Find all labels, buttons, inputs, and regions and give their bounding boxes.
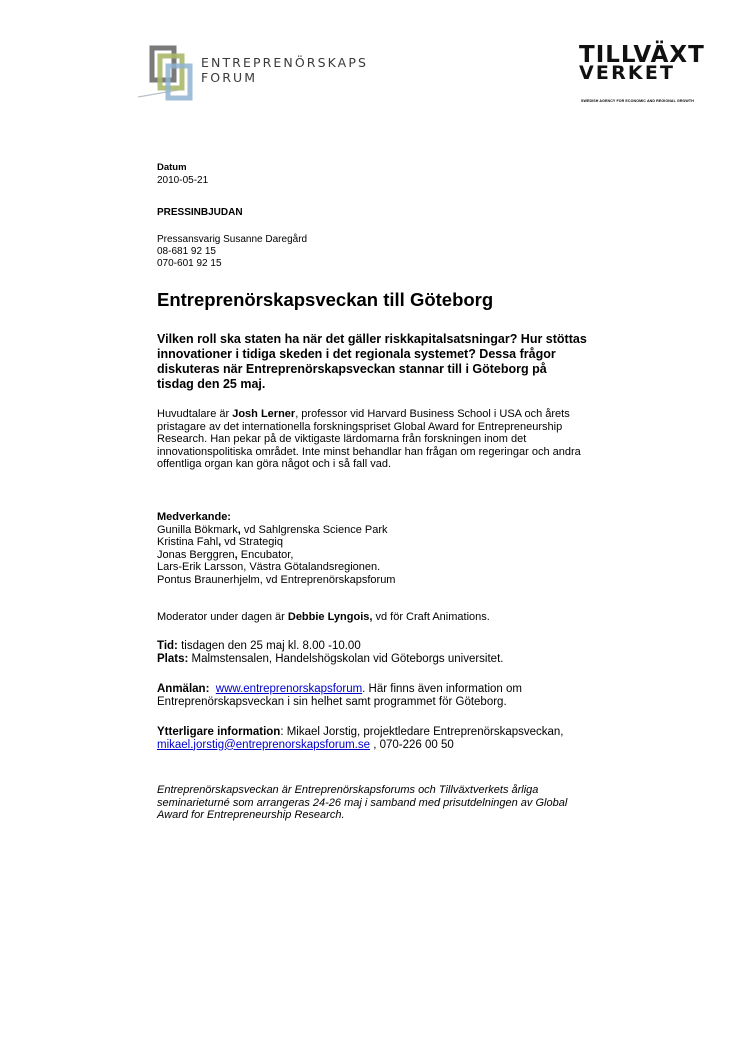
event-details: [157, 640, 503, 665]
participants-heading: Medverkande:: [157, 511, 231, 523]
page-title: Entreprenörskapsveckan till Göteborg: [157, 289, 494, 310]
intro-line: pristagare av det internationella forskningspriset Global Award for Entrepreneurship: [157, 420, 563, 433]
participants-section: [157, 511, 677, 586]
forum-mark-icon: [138, 42, 200, 110]
logo-line-1: TILLVÄXT: [579, 42, 705, 68]
press-phone-1: 08-681 92 15: [157, 246, 216, 257]
time-label: Tid:: [157, 640, 178, 652]
document-type: PRESSINBJUDAN: [157, 207, 243, 218]
separator: ,: [218, 536, 222, 548]
time-value: tisdagen den 25 maj kl. 8.00 -10.00: [177, 640, 361, 652]
email-link[interactable]: mikael.jorstig@entreprenorskapsforum.se: [157, 738, 371, 751]
text: . Här finns även information om: [362, 683, 522, 695]
participant-item: [157, 536, 677, 549]
more-info-line-2: [157, 739, 564, 752]
logo-subtitle: SWEDISH AGENCY FOR ECONOMIC AND REGIONAL GROWTH: [581, 99, 694, 103]
place-value: Malmstensalen, Handelshögskolan vid Göteborgs universitet.: [188, 652, 504, 665]
moderator-line: [157, 611, 490, 624]
logo-line-1: ENTREPRENÖRSKAPS: [201, 55, 368, 70]
participant-item: [157, 561, 677, 574]
participant-name: Pontus Braunerhjelm: [157, 573, 260, 586]
separator: ,: [259, 573, 263, 586]
text: Huvudtalare är: [157, 408, 233, 420]
logo-line-2: FORUM: [201, 70, 258, 85]
registration-line: [157, 683, 522, 696]
intro-line: Research. Han pekar på de viktigaste lärdomarna från forskningen inom det: [157, 433, 527, 445]
participant-name: Jonas Berggren: [157, 548, 235, 561]
participant-item: [157, 524, 677, 537]
participant-item: [157, 549, 677, 562]
place-label: Plats:: [157, 652, 189, 665]
registration-label: Anmälan:: [157, 683, 210, 695]
lead-line: Vilken roll ska staten ha när det gäller riskkapitalsatsningar? Hur stöttas: [157, 332, 587, 346]
participant-role: Encubator,: [237, 548, 294, 561]
participant-role: vd Entreprenörskapsforum: [262, 573, 396, 586]
footer-line: Entreprenörskapsveckan är Entreprenörskapsforums och Tillväxtverkets årliga: [157, 784, 539, 796]
separator: ,: [243, 561, 247, 573]
separator: ,: [234, 548, 238, 561]
participant-role: vd Strategiq: [221, 536, 283, 548]
footer-note: [157, 784, 677, 822]
participant-role: vd Sahlgrenska Science Park: [240, 523, 388, 536]
intro-paragraph: [157, 408, 697, 471]
lead-paragraph: [157, 332, 657, 392]
text: vd för Craft Animations.: [372, 611, 490, 623]
intro-line: [157, 408, 697, 421]
place-line: [157, 653, 503, 666]
text: , professor vid Harvard Business School i USA och årets: [295, 408, 570, 420]
phone-text: , 070-226 00 50: [370, 738, 454, 751]
registration-section: [157, 683, 522, 708]
participant-name: Gunilla Bökmark: [157, 523, 238, 536]
moderator-name: Debbie Lyngois,: [287, 611, 373, 623]
speaker-name: Josh Lerner: [232, 408, 296, 420]
participant-name: Kristina Fahl: [157, 536, 219, 548]
participant-item: [157, 574, 677, 587]
lead-line: innovationer i tidiga skeden i det regionala systemet? Dessa frågor: [157, 347, 556, 361]
more-info-section: [157, 726, 564, 751]
participant-role: Västra Götalandsregionen.: [246, 561, 381, 573]
intro-line: offentliga organ kan göra något och i så fall vad.: [157, 458, 392, 470]
more-info-label: Ytterligare information: [157, 726, 281, 738]
date-value: 2010-05-21: [157, 175, 209, 186]
registration-line-2: Entreprenörskapsveckan i sin helhet samt programmet för Göteborg.: [157, 695, 507, 708]
entreprenorskapsforum-logo: [138, 42, 398, 110]
participant-name: Lars-Erik Larsson: [157, 561, 244, 573]
footer-line: seminarieturné som arrangeras 24-26 maj i samband med prisutdelningen av Global: [157, 796, 568, 809]
tillvaxtverket-logo: [579, 44, 704, 114]
press-phone-2: 070-601 92 15: [157, 258, 222, 269]
registration-link[interactable]: www.entreprenorskapsforum: [215, 683, 363, 695]
more-info-line: [157, 726, 564, 739]
time-line: [157, 640, 503, 653]
text: : Mikael Jorstig, projektledare Entreprenörskapsveckan,: [280, 726, 564, 738]
press-contact: Pressansvarig Susanne Daregård: [157, 234, 308, 245]
lead-line: diskuteras när Entreprenörskapsveckan stannar till i Göteborg på: [157, 362, 547, 376]
separator: ,: [237, 523, 241, 536]
footer-line: Award for Entrepreneurship Research.: [157, 809, 345, 821]
date-label: Datum: [157, 162, 187, 173]
intro-line: innovationspolitiska området. Inte minst behandlar han frågan om regeringar och andra: [157, 445, 581, 458]
lead-line: tisdag den 25 maj.: [157, 377, 266, 391]
text: Moderator under dagen är: [157, 611, 288, 623]
logo-line-2: VERKET: [579, 62, 676, 84]
